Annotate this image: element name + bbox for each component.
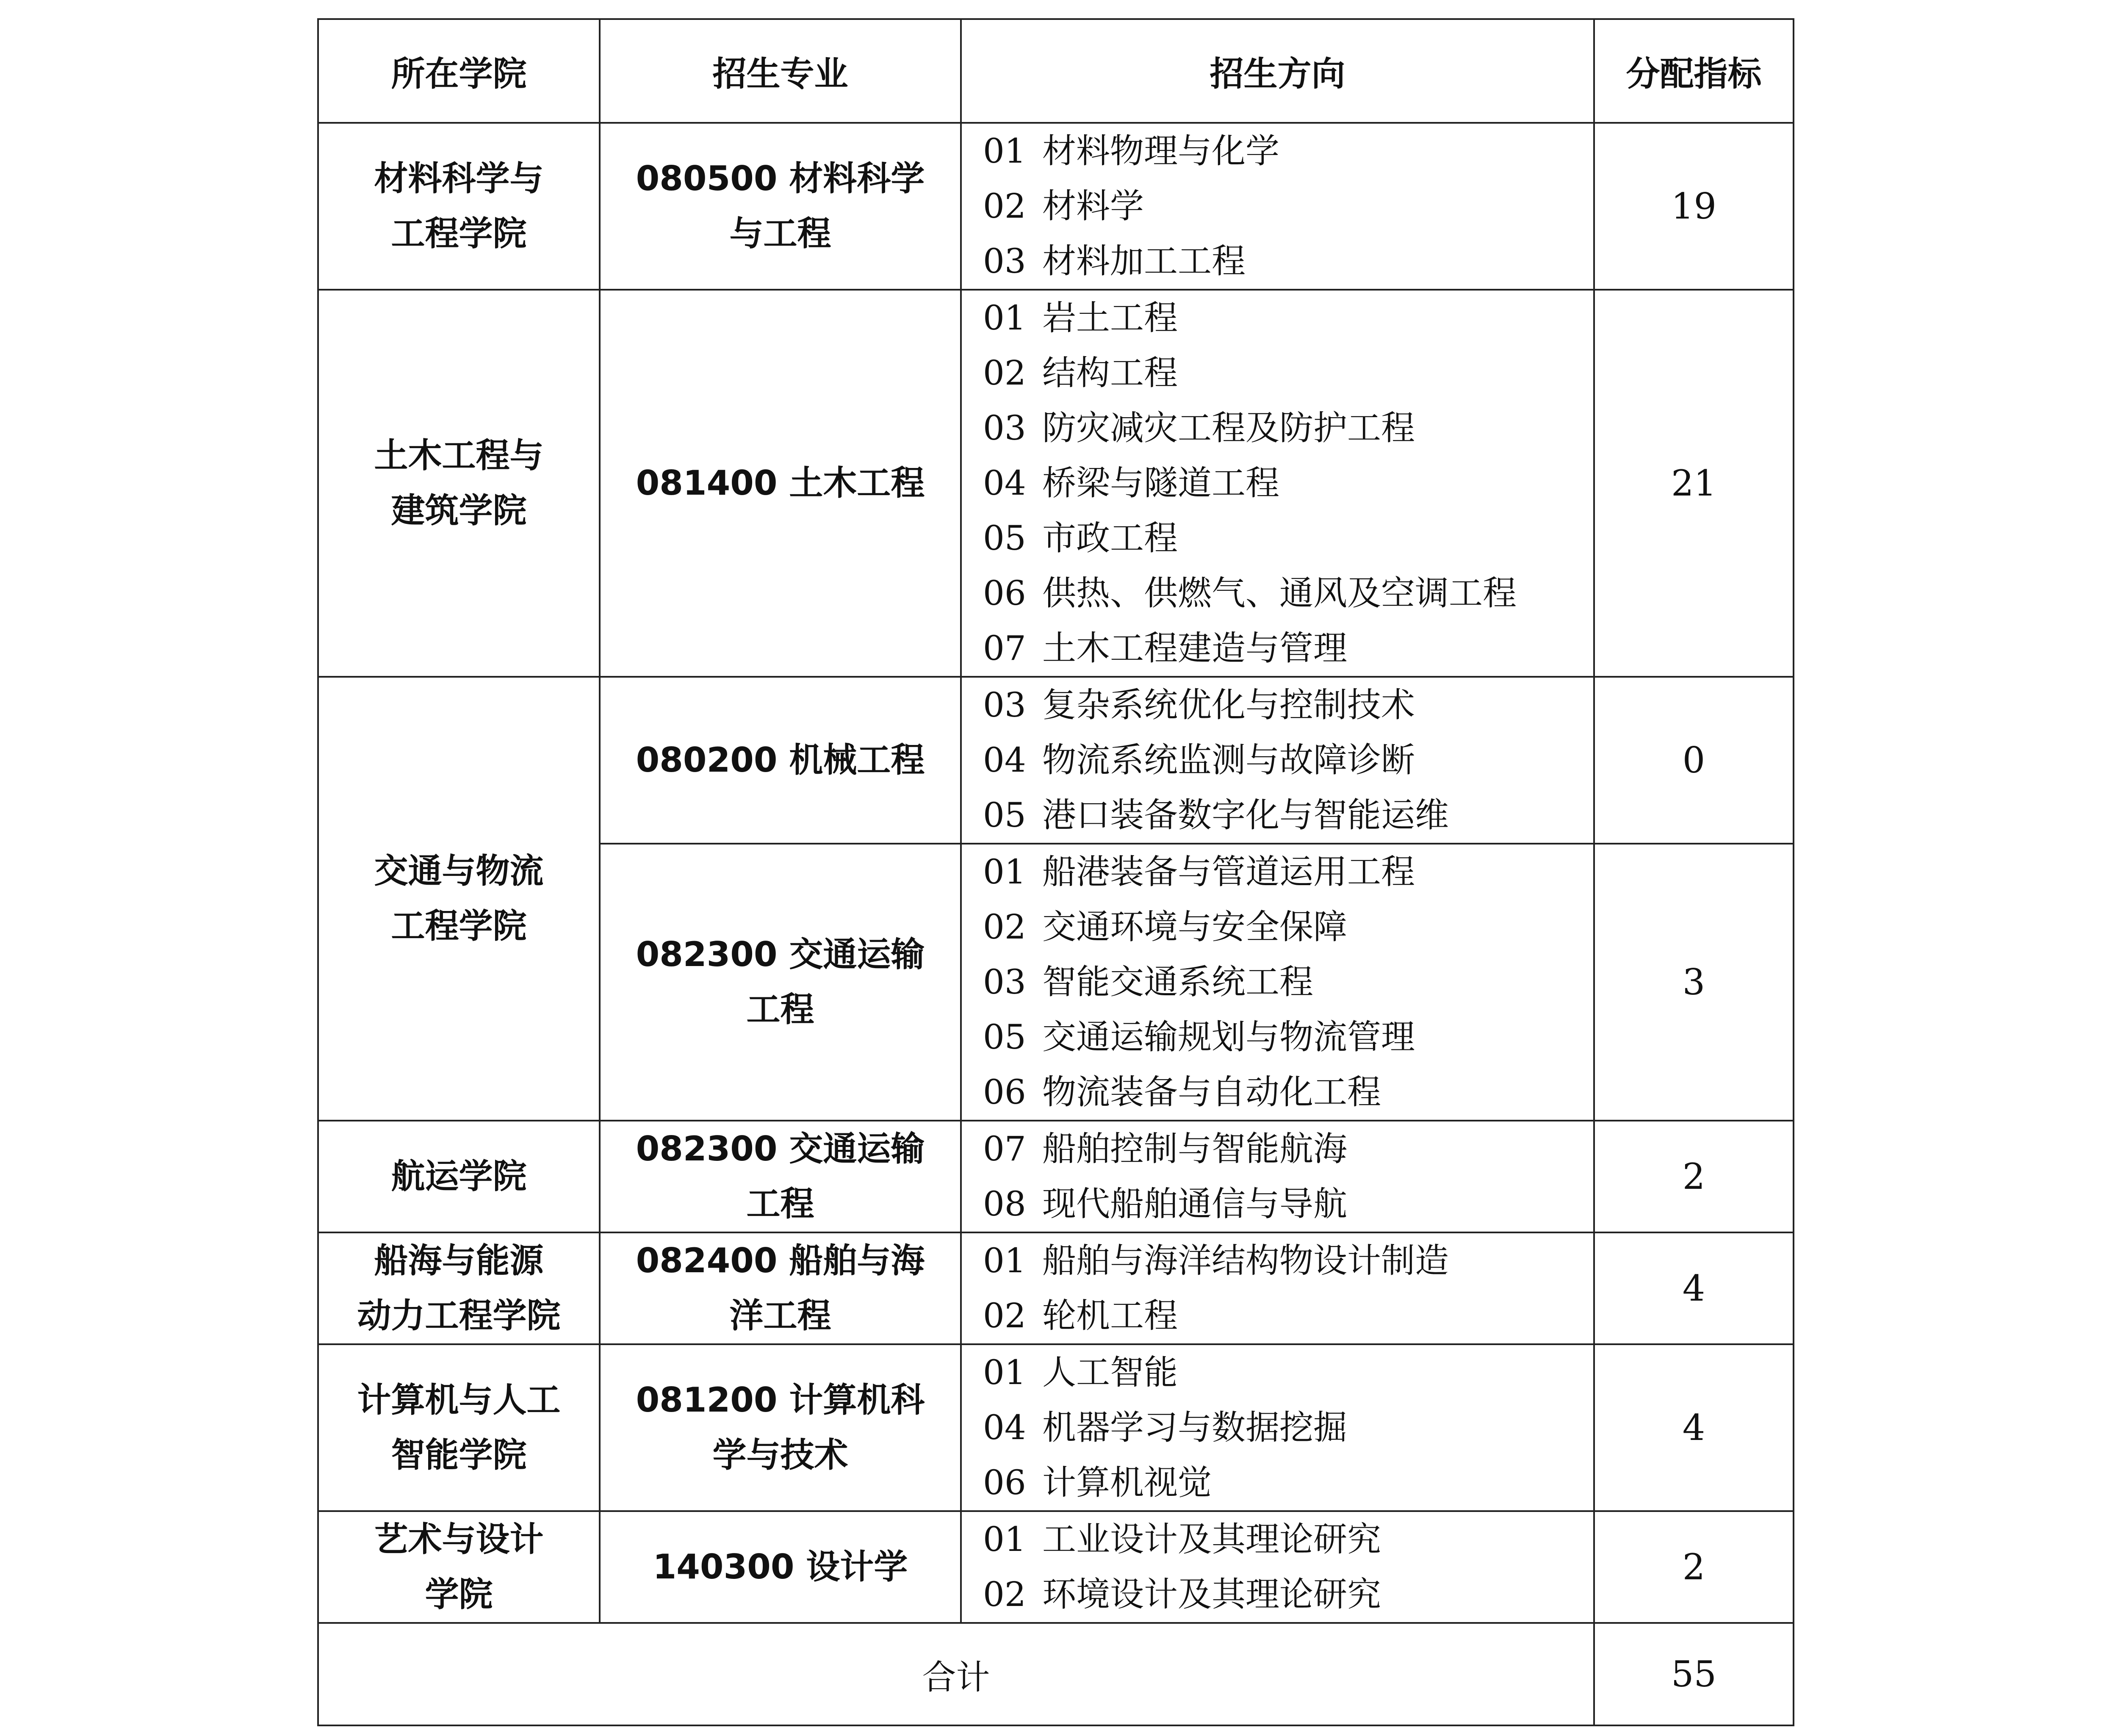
- direction-item: [983, 1288, 1593, 1343]
- direction-code: 03: [983, 408, 1026, 448]
- direction-code: 02: [983, 1296, 1026, 1335]
- major-name-line: 140300 设计学: [653, 1547, 908, 1586]
- quota-cell: 4: [1594, 1232, 1794, 1344]
- direction-item: [983, 1455, 1593, 1510]
- direction-cell: [961, 1344, 1594, 1511]
- direction-item: [983, 124, 1593, 179]
- major-name: [601, 456, 960, 511]
- table-row: [318, 1511, 1794, 1623]
- direction-code: 07: [983, 629, 1026, 668]
- major-name: [601, 1121, 960, 1232]
- direction-name: 人工智能: [1042, 1353, 1178, 1392]
- direction-code: 01: [983, 852, 1026, 892]
- major-name-line: 082300 交通运输: [636, 935, 925, 974]
- direction-item: [983, 401, 1593, 456]
- direction-name: 船舶控制与智能航海: [1042, 1129, 1347, 1168]
- major-name-line: 082300 交通运输: [636, 1129, 925, 1168]
- college-name-line: 交通与物流: [374, 851, 544, 891]
- major-name: [601, 151, 960, 261]
- direction-item: [983, 179, 1593, 234]
- direction-code: 02: [983, 1575, 1026, 1614]
- quota-cell: 19: [1594, 123, 1794, 290]
- direction-name: 物流系统监测与故障诊断: [1042, 740, 1415, 780]
- direction-name: 轮机工程: [1042, 1296, 1178, 1335]
- college-name: [319, 1373, 599, 1483]
- major-cell: [600, 844, 961, 1121]
- direction-code: 06: [983, 573, 1026, 613]
- direction-code: 03: [983, 241, 1026, 281]
- college-name-line: 土木工程与: [374, 436, 544, 475]
- direction-code: 04: [983, 463, 1026, 503]
- direction-name: 工业设计及其理论研究: [1042, 1520, 1381, 1559]
- direction-cell: [961, 1121, 1594, 1232]
- total-label: 合计: [318, 1623, 1594, 1725]
- table-row: [318, 123, 1794, 290]
- direction-name: 船舶与海洋结构物设计制造: [1042, 1241, 1449, 1280]
- direction-item: [983, 1512, 1593, 1567]
- college-cell: [318, 1511, 600, 1623]
- total-row: [318, 1623, 1794, 1725]
- direction-cell: [961, 1511, 1594, 1623]
- college-cell: [318, 1232, 600, 1344]
- college-cell: [318, 290, 600, 677]
- college-name: [319, 428, 599, 538]
- table-row: [318, 290, 1794, 677]
- major-name-line: 学与技术: [712, 1435, 848, 1475]
- college-name: [319, 1149, 599, 1204]
- table-row: [318, 1232, 1794, 1344]
- direction-name: 材料加工工程: [1042, 241, 1246, 281]
- major-cell: [600, 677, 961, 844]
- major-name-line: 洋工程: [729, 1296, 831, 1335]
- major-name: [601, 733, 960, 788]
- header-college: 所在学院: [318, 19, 600, 123]
- direction-name: 船港装备与管道运用工程: [1042, 852, 1415, 892]
- direction-cell: [961, 677, 1594, 844]
- header-row: [318, 19, 1794, 123]
- college-name: [319, 1233, 599, 1343]
- direction-item: [983, 1233, 1593, 1288]
- college-cell: [318, 123, 600, 290]
- direction-code: 05: [983, 518, 1026, 558]
- direction-code: 01: [983, 298, 1026, 338]
- header-major: 招生专业: [600, 19, 961, 123]
- college-name-line: 艺术与设计: [374, 1520, 544, 1559]
- college-name-line: 航运学院: [391, 1157, 527, 1196]
- direction-code: 01: [983, 1520, 1026, 1559]
- direction-name: 复杂系统优化与控制技术: [1042, 685, 1415, 725]
- direction-code: 06: [983, 1463, 1026, 1502]
- quota-cell: 4: [1594, 1344, 1794, 1511]
- quota-cell: 3: [1594, 844, 1794, 1121]
- direction-name: 土木工程建造与管理: [1042, 629, 1347, 668]
- direction-name: 物流装备与自动化工程: [1042, 1072, 1381, 1112]
- header-quota: 分配指标: [1594, 19, 1794, 123]
- direction-name: 环境设计及其理论研究: [1042, 1575, 1381, 1614]
- major-cell: [600, 1344, 961, 1511]
- direction-code: 01: [983, 131, 1026, 171]
- quota-cell: 21: [1594, 290, 1794, 677]
- direction-code: 07: [983, 1129, 1026, 1168]
- direction-name: 材料学: [1042, 186, 1144, 226]
- direction-item: [983, 1010, 1593, 1065]
- major-name-line: 080200 机械工程: [636, 740, 925, 780]
- direction-item: [983, 955, 1593, 1010]
- direction-name: 机器学习与数据挖掘: [1042, 1408, 1347, 1447]
- college-name-line: 材料科学与: [374, 159, 544, 198]
- direction-item: [983, 621, 1593, 676]
- table-row: [318, 1121, 1794, 1232]
- direction-code: 02: [983, 186, 1026, 226]
- major-cell: [600, 123, 961, 290]
- major-name-line: 工程: [746, 1184, 814, 1224]
- major-name-line: 080500 材料科学: [636, 159, 925, 198]
- college-name-line: 计算机与人工: [357, 1380, 561, 1420]
- college-name-line: 建筑学院: [391, 491, 527, 530]
- direction-item: [983, 511, 1593, 566]
- college-name-line: 船海与能源: [374, 1241, 544, 1280]
- direction-item: [983, 1345, 1593, 1400]
- major-name: [601, 1539, 960, 1595]
- direction-cell: [961, 1232, 1594, 1344]
- major-name-line: 工程: [746, 990, 814, 1029]
- direction-item: [983, 900, 1593, 955]
- direction-item: [983, 1567, 1593, 1622]
- direction-item: [983, 678, 1593, 733]
- direction-name: 市政工程: [1042, 518, 1178, 558]
- direction-name: 防灾减灾工程及防护工程: [1042, 408, 1415, 448]
- direction-name: 材料物理与化学: [1042, 131, 1279, 171]
- college-cell: [318, 677, 600, 1121]
- major-name-line: 081400 土木工程: [636, 463, 925, 503]
- direction-code: 02: [983, 907, 1026, 947]
- college-cell: [318, 1344, 600, 1511]
- direction-item: [983, 1177, 1593, 1232]
- major-name: [601, 1233, 960, 1343]
- major-name-line: 081200 计算机科: [636, 1380, 925, 1420]
- direction-item: [983, 566, 1593, 621]
- college-name: [319, 1512, 599, 1622]
- direction-name: 港口装备数字化与智能运维: [1042, 795, 1449, 835]
- direction-code: 02: [983, 353, 1026, 393]
- direction-name: 智能交通系统工程: [1042, 962, 1313, 1002]
- college-name-line: 工程学院: [391, 906, 527, 946]
- direction-code: 06: [983, 1072, 1026, 1112]
- direction-cell: [961, 123, 1594, 290]
- direction-item: [983, 1400, 1593, 1455]
- direction-item: [983, 844, 1593, 900]
- quota-cell: 2: [1594, 1511, 1794, 1623]
- college-name-line: 智能学院: [391, 1435, 527, 1475]
- direction-name: 供热、供燃气、通风及空调工程: [1042, 573, 1517, 613]
- direction-item: [983, 346, 1593, 401]
- direction-item: [983, 1065, 1593, 1120]
- direction-code: 03: [983, 685, 1026, 725]
- direction-code: 01: [983, 1353, 1026, 1392]
- college-name: [319, 151, 599, 261]
- total-value: 55: [1594, 1623, 1794, 1725]
- major-cell: [600, 1232, 961, 1344]
- direction-code: 05: [983, 1017, 1026, 1057]
- direction-item: [983, 291, 1593, 346]
- direction-code: 03: [983, 962, 1026, 1002]
- direction-name: 现代船舶通信与导航: [1042, 1184, 1347, 1224]
- major-name: [601, 927, 960, 1037]
- table-body: [318, 123, 1794, 1623]
- major-name: [601, 1373, 960, 1483]
- header-direction: 招生方向: [961, 19, 1594, 123]
- direction-item: [983, 234, 1593, 289]
- college-name-line: 动力工程学院: [357, 1296, 561, 1335]
- college-cell: [318, 1121, 600, 1232]
- table-row: [318, 1344, 1794, 1511]
- quota-cell: 2: [1594, 1121, 1794, 1232]
- direction-code: 04: [983, 1408, 1026, 1447]
- direction-cell: [961, 290, 1594, 677]
- table-row: [318, 677, 1794, 844]
- major-name-line: 082400 船舶与海: [636, 1241, 925, 1280]
- direction-item: [983, 788, 1593, 843]
- major-cell: [600, 290, 961, 677]
- major-cell: [600, 1121, 961, 1232]
- direction-code: 05: [983, 795, 1026, 835]
- direction-name: 结构工程: [1042, 353, 1178, 393]
- direction-name: 交通运输规划与物流管理: [1042, 1017, 1415, 1057]
- college-name: [319, 844, 599, 954]
- major-cell: [600, 1511, 961, 1623]
- direction-item: [983, 1121, 1593, 1177]
- direction-name: 交通环境与安全保障: [1042, 907, 1347, 947]
- direction-cell: [961, 844, 1594, 1121]
- college-name-line: 学院: [425, 1575, 493, 1614]
- direction-code: 08: [983, 1184, 1026, 1224]
- direction-name: 计算机视觉: [1042, 1463, 1212, 1502]
- direction-name: 岩土工程: [1042, 298, 1178, 338]
- college-name-line: 工程学院: [391, 214, 527, 253]
- direction-code: 01: [983, 1241, 1026, 1280]
- direction-code: 04: [983, 740, 1026, 780]
- direction-name: 桥梁与隧道工程: [1042, 463, 1279, 503]
- major-name-line: 与工程: [729, 214, 831, 253]
- quota-cell: 0: [1594, 677, 1794, 844]
- quota-allocation-table: [317, 18, 1794, 1726]
- direction-item: [983, 733, 1593, 788]
- direction-item: [983, 456, 1593, 511]
